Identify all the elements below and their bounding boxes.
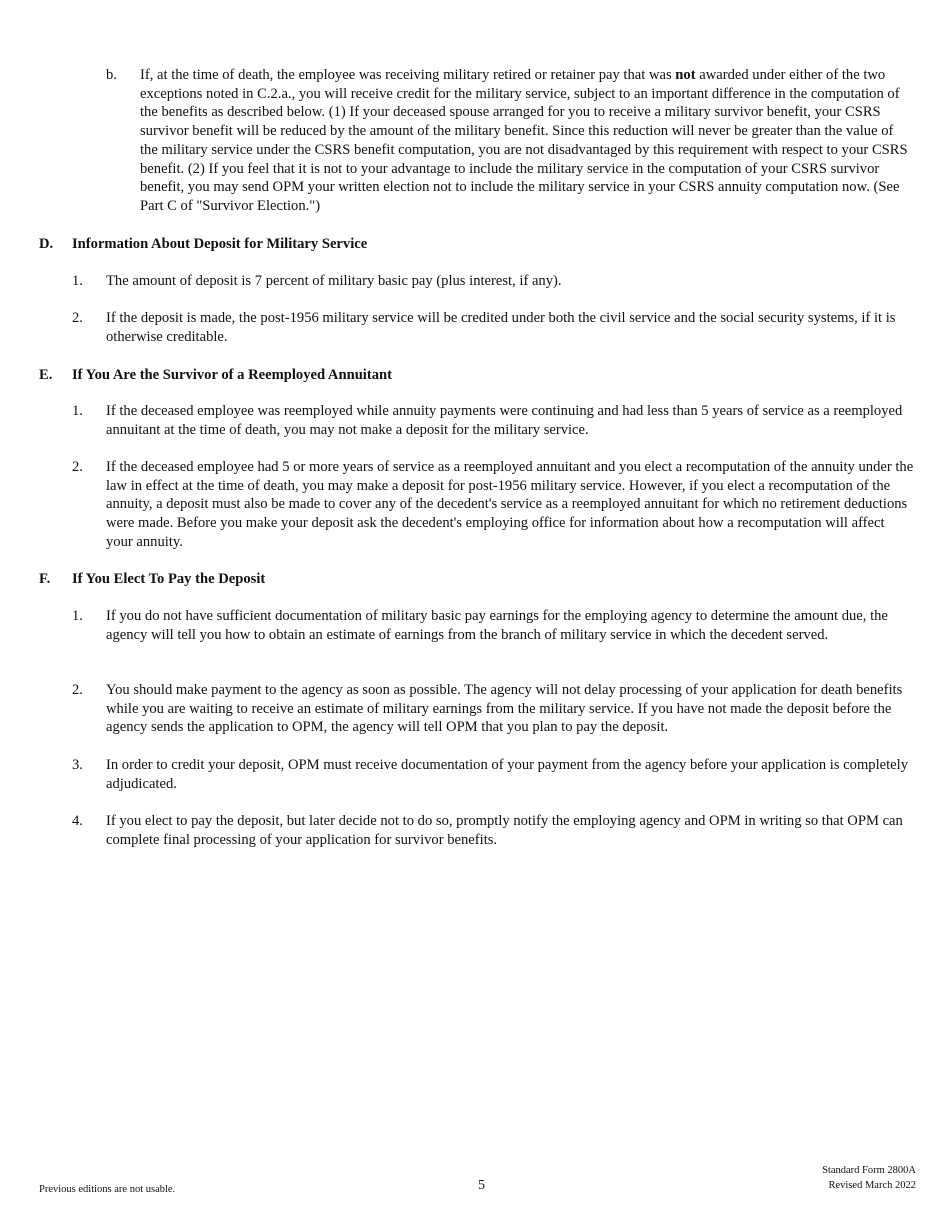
page-number: 5 <box>478 1178 485 1193</box>
section-d-item-2-num: 2. <box>72 310 83 326</box>
section-f-item-2-text: You should make payment to the agency as soon as possible. The agency will not delay processing of your application for death benefits while you are waiting to receive an estimate of military earnings from the military service. If you have not made the deposit before the agency sends the application to OPM, the agency will tell OPM that you plan to pay the deposit. <box>106 682 903 736</box>
section-f-item-4-text: If you elect to pay the deposit, but later decide not to do so, promptly notify the employing agency and OPM in writing so that OPM can complete final processing of your application for survivor benefits. <box>106 813 903 848</box>
section-f-title: If You Elect To Pay the Deposit <box>72 571 266 587</box>
form-name: Standard Form 2800A <box>822 1165 916 1176</box>
section-d-title: Information About Deposit for Military Service <box>72 236 368 252</box>
section-f-letter: F. <box>39 571 51 587</box>
section-d-item-1-text: The amount of deposit is 7 percent of military basic pay (plus interest, if any). <box>106 273 562 289</box>
section-e-item-2-num: 2. <box>72 459 83 475</box>
section-f-item-2-num: 2. <box>72 682 83 698</box>
section-f-item-4-num: 4. <box>72 813 83 829</box>
section-f-item-1-num: 1. <box>72 608 83 624</box>
section-e-item-2-text: If the deceased employee had 5 or more years of service as a reemployed annuitant and you elect a recomputation of the annuity under the law in effect at the time of death, you may make a deposit for post-1956 military service. However, if you elect a recomputation of the annuity, a deposit must also be made to cover any of the decedent's service as a reemployed annuitant for which no retirement deductions were made. Before you make your deposit ask the decedent's employing office for information about how a recomputation will affect your annuity. <box>106 459 914 550</box>
section-d-letter: D. <box>39 236 54 252</box>
section-f-item-3-num: 3. <box>72 757 83 773</box>
form-identifier <box>822 1163 916 1193</box>
item-b-text: If, at the time of death, the employee was receiving military retired or retainer pay that was not awarded under either of the two exceptions noted in C.2.a., you will receive credit for the military service, subject to an important difference in the computation of the benefits as described below. (1) If your deceased spouse arranged for you to receive a military survivor benefit, your CSRS survivor benefit will be reduced by the amount of the military benefit. Since this reduction will never be greater than the value of the military service under the CSRS benefit computation, you are not disadvantaged by this requirement with respect to your CSRS benefit. (2) If you feel that it is not to your advantage to include the military service in the computation of your CSRS survivor benefit, you may send OPM your written election not to include the military service in your CSRS annuity computation now. (See Part C of "Survivor Election.") <box>140 67 908 214</box>
footer-notice: Previous editions are not usable. <box>39 1184 176 1195</box>
section-e-item-1-num: 1. <box>72 403 83 419</box>
section-d-item-2-text: If the deposit is made, the post-1956 military service will be credited under both the civil service and the social security systems, if it is otherwise creditable. <box>106 310 896 345</box>
item-b-label: b. <box>106 67 117 83</box>
section-e-title: If You Are the Survivor of a Reemployed Annuitant <box>72 367 392 383</box>
emphasis-not: not <box>675 67 696 83</box>
section-e-item-1-text: If the deceased employee was reemployed while annuity payments were continuing and had less than 5 years of service as a reemployed annuitant at the time of death, you may not make a deposit for the military service. <box>106 403 903 438</box>
section-f-item-3-text: In order to credit your deposit, OPM must receive documentation of your payment from the agency before your application is completely adjudicated. <box>106 757 909 792</box>
section-d-item-1-num: 1. <box>72 273 83 289</box>
form-revision: Revised March 2022 <box>828 1180 916 1191</box>
section-e-letter: E. <box>39 367 53 383</box>
section-f-item-1-text: If you do not have sufficient documentation of military basic pay earnings for the employing agency to determine the amount due, the agency will tell you how to obtain an estimate of earnings from the branch of military service in which the decedent served. <box>106 608 888 643</box>
